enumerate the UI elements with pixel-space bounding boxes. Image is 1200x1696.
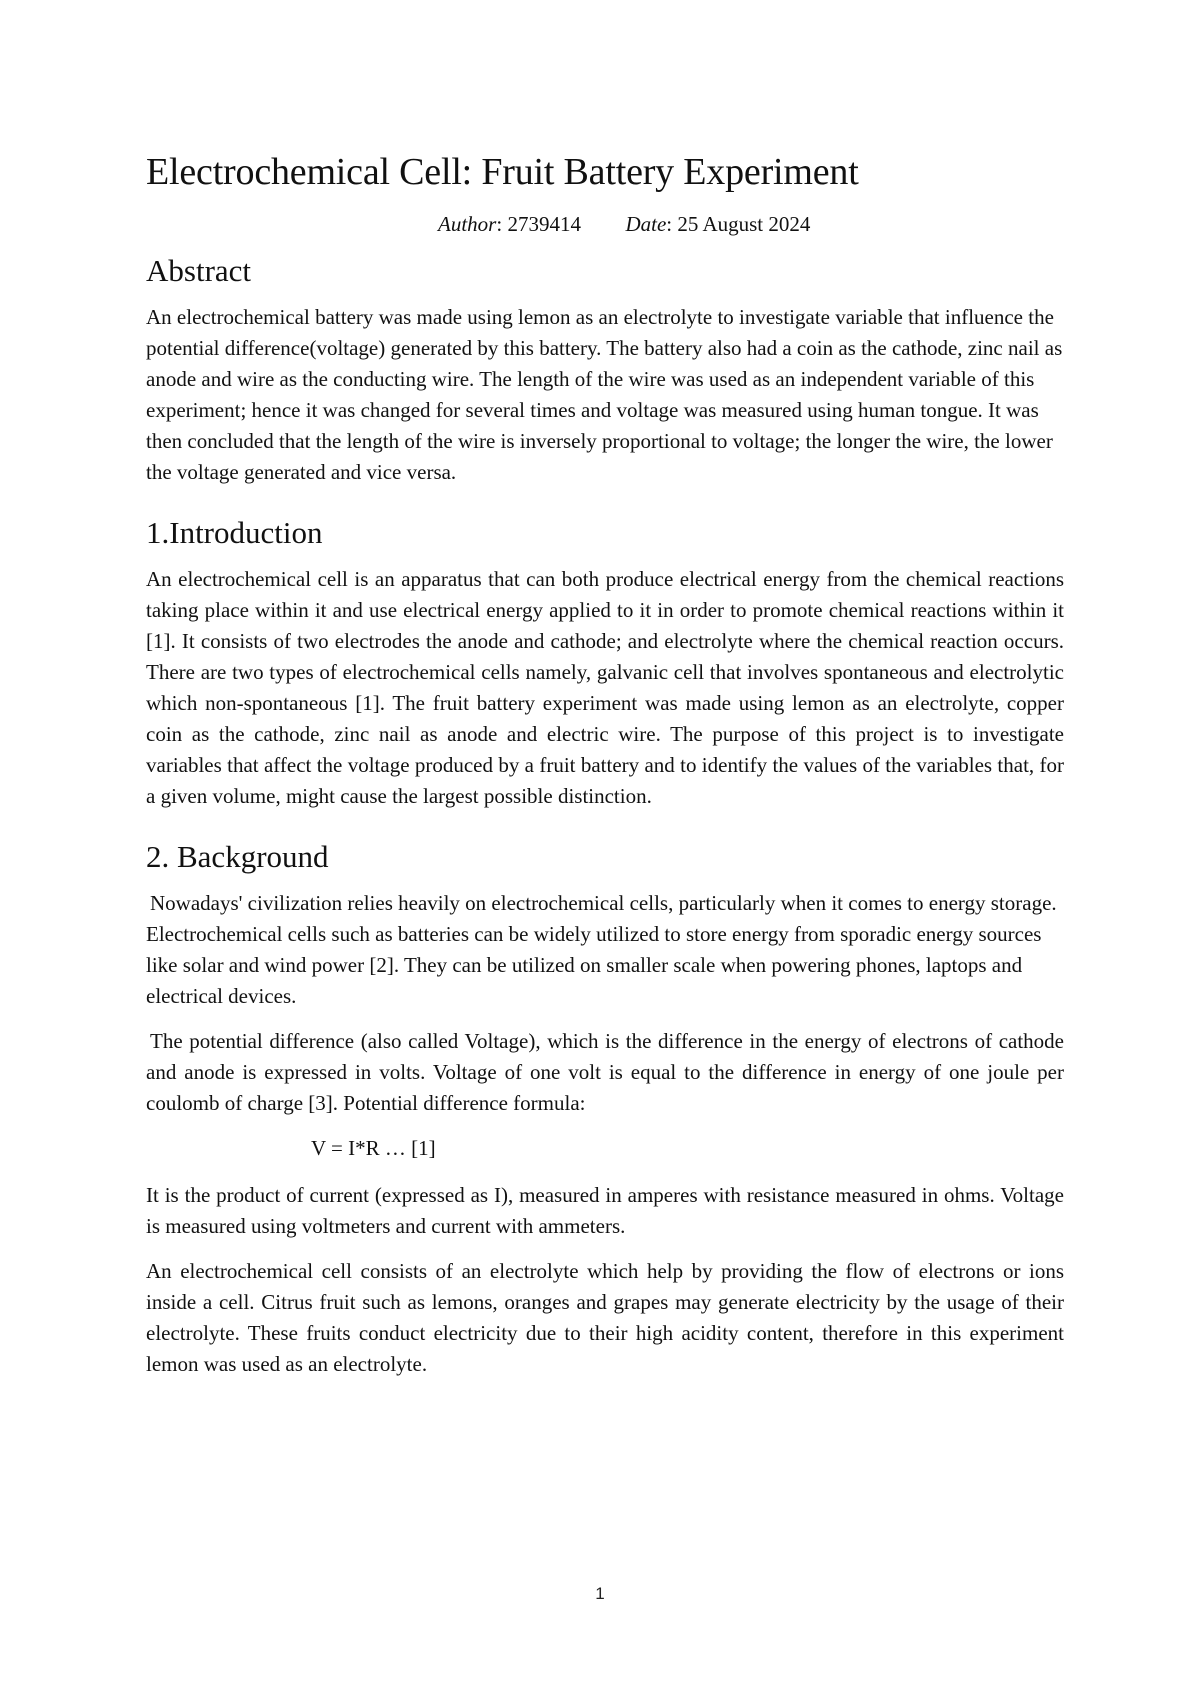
introduction-text: An electrochemical cell is an apparatus that can both produce electrical energy from the chemical reactions taking place within it and use electrical energy applied to it in order to promote chemical reactions within it [1]. It consists of two electrodes the anode and cathode; and electrolyte where the chemical reaction occurs. There are two types of electrochemical cells namely, galvanic cell that involves spontaneous and electrolytic which non-spontaneous [1]. The fruit battery experiment was made using lemon as an electrolyte, copper coin as the cathode, zinc nail as anode and electric wire. The purpose of this project is to investigate variables that affect the voltage produced by a fruit battery and to identify the values of the variables that, for a given volume, might cause the largest possible distinction. [146, 567, 1064, 808]
background-paragraph-4: An electrochemical cell consists of an electrolyte which help by providing the flow of electrons or ions inside a cell. Citrus fruit such as lemons, oranges and grapes may generate electricity by the usage of their electrolyte. These fruits conduct electricity due to their high acidity content, therefore in this experiment lemon was used as an electrolyte. [146, 1259, 1064, 1376]
author-value: 2739414 [507, 212, 581, 236]
author-date-line [146, 210, 1064, 238]
date-colon: : [666, 212, 678, 236]
page-number: 1 [595, 1584, 605, 1603]
author-colon: : [496, 212, 508, 236]
abstract-text: An electrochemical battery was made using lemon as an electrolyte to investigate variable that influence the potential difference(voltage) generated by this battery. The battery also had a coin as the cathode, zinc nail as anode and wire as the conducting wire. The length of the wire was used as an independent variable of this experiment; hence it was changed for several times and voltage was measured using human tongue. It was then concluded that the length of the wire is inversely proportional to voltage; the longer the wire, the lower the voltage generated and vice versa. [146, 305, 1063, 484]
date-label: Date [625, 212, 667, 236]
abstract-heading: Abstract [146, 253, 252, 288]
date-value: 25 August 2024 [677, 212, 811, 236]
background-paragraph-1: Nowadays' civilization relies heavily on electrochemical cells, particularly when it comes to energy storage. Electrochemical cells such as batteries can be widely utilized to store energy from sporadic energy sources like solar and wind power [2]. They can be utilized on smaller scale when powering phones, laptops and electrical devices. [146, 891, 1057, 1008]
background-paragraph-2: The potential difference (also called Voltage), which is the difference in the energy of electrons of cathode and anode is expressed in volts. Voltage of one volt is equal to the difference in energy of one joule per coulomb of charge [3]. Potential difference formula: [146, 1029, 1064, 1115]
page-content [146, 148, 1064, 1394]
introduction-heading: 1.Introduction [146, 515, 323, 550]
background-paragraph-3: It is the product of current (expressed as I), measured in amperes with resistance measured in ohms. Voltage is measured using voltmeters and current with ammeters. [146, 1183, 1064, 1238]
paper-title: Electrochemical Cell: Fruit Battery Experiment [146, 151, 859, 193]
voltage-formula: V = I*R … [1] [311, 1136, 436, 1160]
background-heading: 2. Background [146, 839, 329, 874]
author-label: Author [438, 212, 497, 236]
